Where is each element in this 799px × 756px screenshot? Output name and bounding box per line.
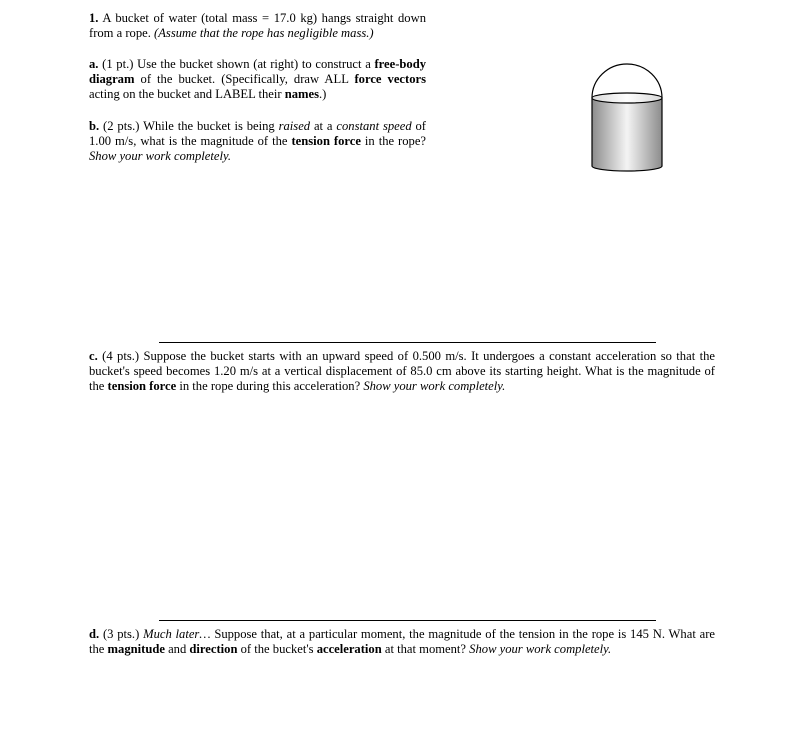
question-intro: 1. A bucket of water (total mass = 17.0 kg) hangs straight down from a rope. (Assume that the rope has negligible mass.) bbox=[89, 11, 426, 41]
part-c-label: c. bbox=[89, 349, 98, 363]
part-a-label: a. bbox=[89, 57, 99, 71]
part-b: b. (2 pts.) While the bucket is being raised at a constant speed of 1.00 m/s, what is the magnitude of the tension force in the rope? Show your work completely. bbox=[89, 119, 427, 164]
part-d: d. (3 pts.) Much later… Suppose that, at a particular moment, the magnitude of the tension in the rope is 145 N. What are the magnitude and direction of the bucket's acceleration at that moment? Show your work completely. bbox=[89, 627, 715, 657]
part-b-label: b. bbox=[89, 119, 100, 133]
bucket-icon bbox=[585, 62, 669, 183]
part-d-label: d. bbox=[89, 627, 100, 641]
section-divider bbox=[159, 620, 656, 621]
section-divider bbox=[159, 342, 656, 343]
question-number: 1. bbox=[89, 11, 99, 25]
part-c: c. (4 pts.) Suppose the bucket starts with an upward speed of 0.500 m/s. It undergoes a constant acceleration so that the bucket's speed becomes 1.20 m/s at a vertical displacement of 85.0 cm above its starting height. What is the magnitude of the tension force in the rope during this acceleration? Show your work completely. bbox=[89, 349, 715, 394]
part-a: a. (1 pt.) Use the bucket shown (at right) to construct a free-body diagram of the bucket. (Specifically, draw ALL force vectors acting on the bucket and LABEL their names.) bbox=[89, 57, 427, 102]
